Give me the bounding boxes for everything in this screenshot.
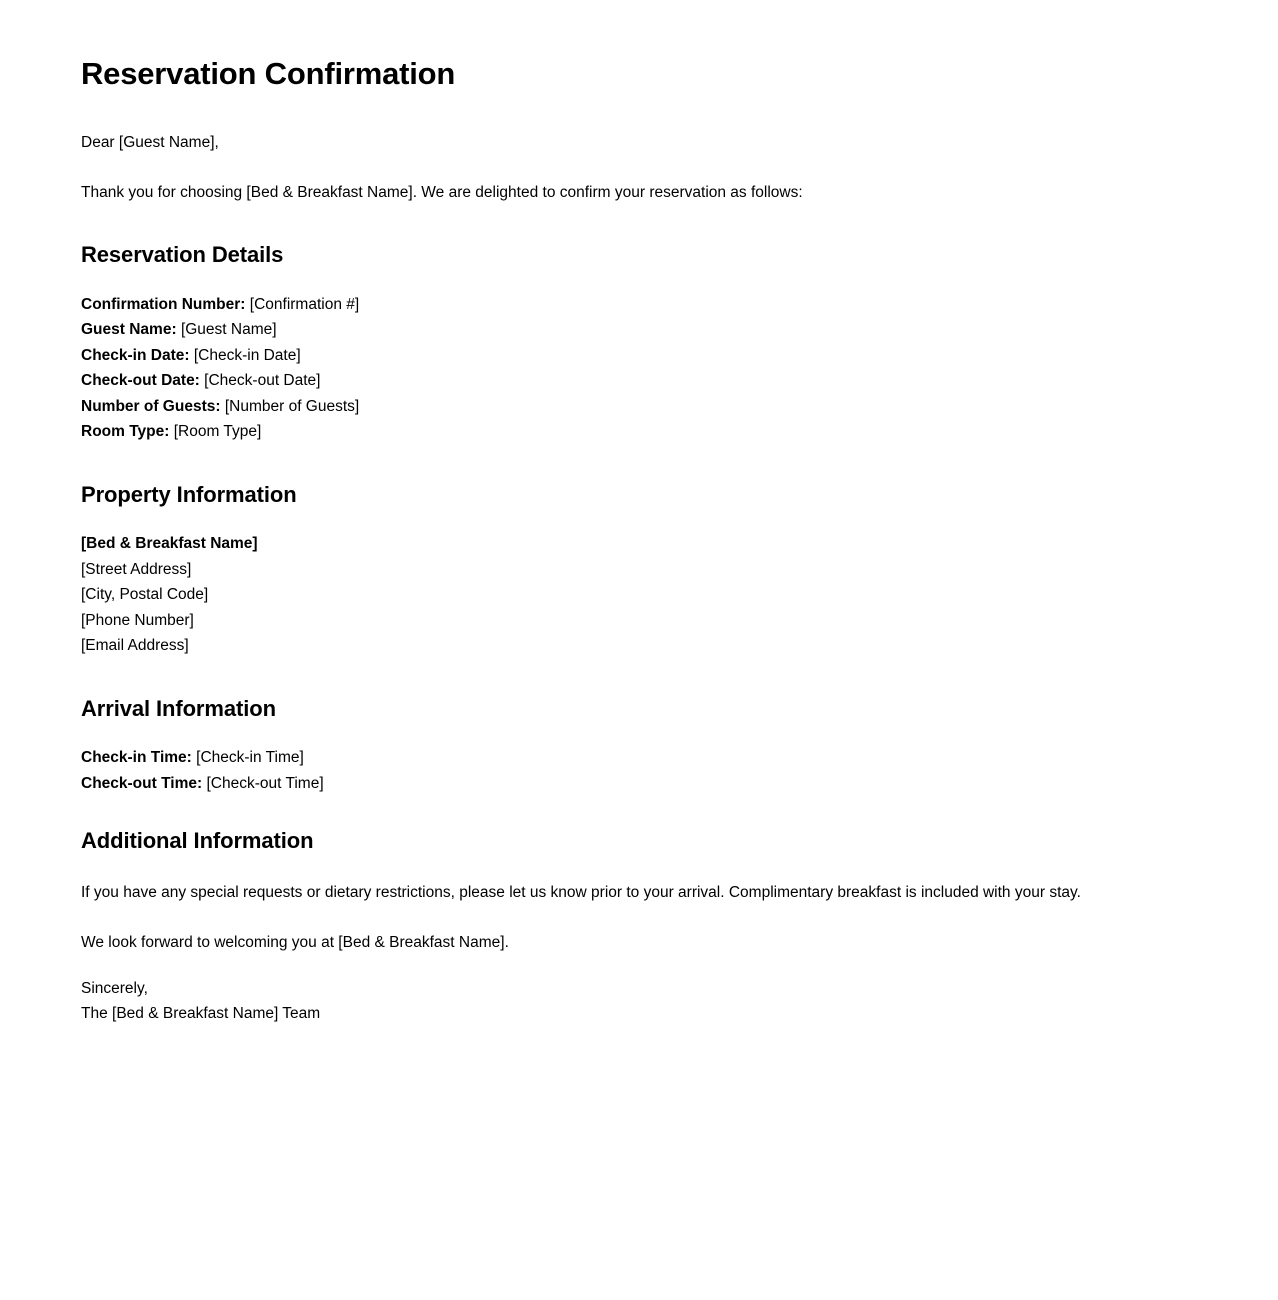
list-item [81, 292, 1197, 318]
detail-label: Confirmation Number: [81, 295, 246, 313]
detail-value: [Number of Guests] [224, 397, 360, 415]
additional-info-paragraph-1: If you have any special requests or dietary restrictions, please let us know prior to your arrival. Complimentary breakfast is included with your stay. [81, 883, 1081, 901]
list-item: [Phone Number] [81, 611, 194, 629]
detail-label: Check-out Time: [81, 774, 203, 792]
section-heading-additional-information: Additional Information [81, 828, 314, 854]
sign-off: Sincerely, [81, 979, 148, 997]
property-address-block [81, 531, 1197, 659]
spacer [81, 508, 1197, 531]
spacer [81, 955, 1197, 976]
list-item [81, 745, 1197, 771]
spacer [81, 722, 1197, 745]
reservation-details-list [81, 292, 1197, 445]
detail-value: [Check-out Time] [206, 774, 324, 792]
detail-value: [Check-out Date] [204, 372, 321, 390]
list-item: [City, Postal Code] [81, 586, 209, 604]
closing-block [81, 976, 1197, 1027]
list-item [81, 419, 1197, 445]
spacer [81, 269, 1197, 292]
section-heading-arrival-information: Arrival Information [81, 695, 276, 721]
detail-label: Guest Name: [81, 321, 177, 339]
spacer [81, 855, 1197, 881]
arrival-details-list [81, 745, 1197, 796]
detail-value: [Guest Name] [180, 321, 277, 339]
spacer [81, 659, 1197, 695]
salutation: Dear [Guest Name], [81, 134, 219, 152]
detail-value: [Room Type] [173, 423, 262, 441]
detail-label: Check-out Date: [81, 372, 200, 390]
detail-label: Number of Guests: [81, 397, 221, 415]
detail-value: [Check-in Date] [193, 346, 301, 364]
list-item [81, 394, 1197, 420]
page-title: Reservation Confirmation [81, 56, 456, 91]
list-item: [Street Address] [81, 560, 192, 578]
spacer [81, 445, 1197, 481]
spacer [81, 905, 1197, 931]
detail-value: [Confirmation #] [249, 295, 360, 313]
list-item [81, 771, 1197, 797]
list-item [81, 317, 1197, 343]
additional-info-paragraph-2: We look forward to welcoming you at [Bed & Breakfast Name]. [81, 933, 509, 951]
detail-label: Check-in Date: [81, 346, 190, 364]
detail-label: Check-in Time: [81, 749, 192, 767]
spacer [81, 155, 1197, 181]
section-heading-property-information: Property Information [81, 481, 297, 507]
team-signature: The [Bed & Breakfast Name] Team [81, 1005, 321, 1023]
list-item: [Email Address] [81, 637, 189, 655]
intro-paragraph: Thank you for choosing [Bed & Breakfast Name]. We are delighted to confirm your reservation as follows: [81, 184, 803, 202]
detail-value: [Check-in Time] [196, 749, 304, 767]
property-name: [Bed & Breakfast Name] [81, 535, 258, 553]
list-item [81, 343, 1197, 369]
list-item [81, 368, 1197, 394]
detail-label: Room Type: [81, 423, 170, 441]
section-heading-reservation-details: Reservation Details [81, 242, 284, 268]
spacer [81, 205, 1197, 241]
spacer [81, 796, 1197, 827]
spacer [81, 92, 1197, 131]
